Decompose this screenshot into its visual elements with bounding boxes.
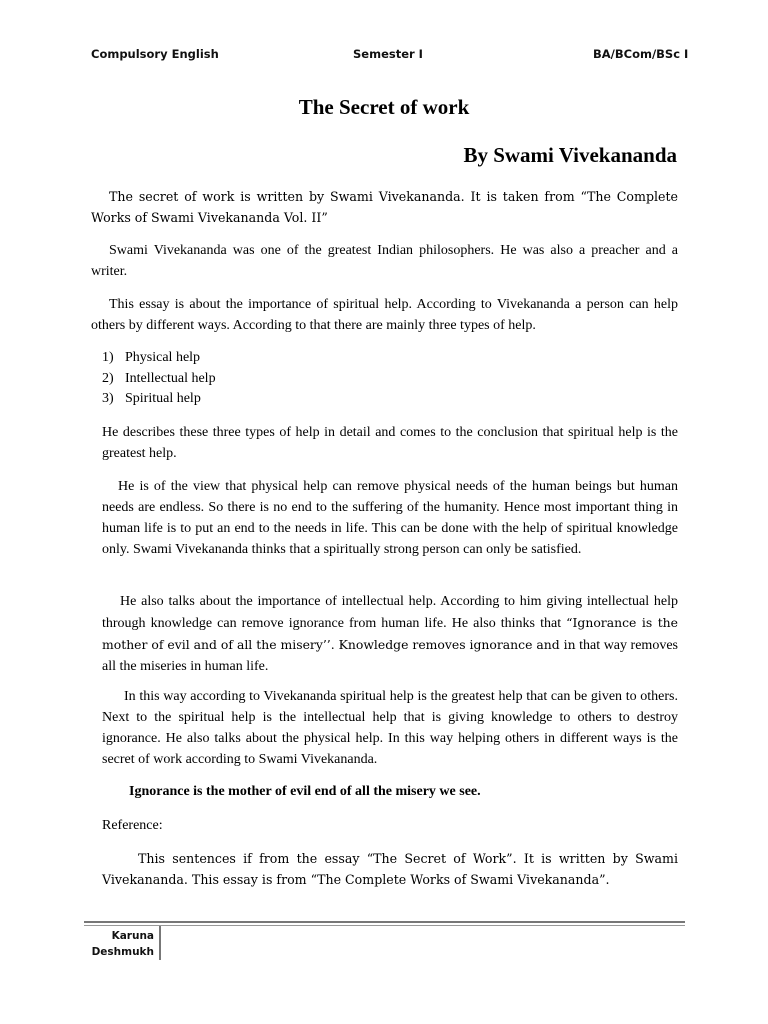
list-label: Physical help bbox=[125, 350, 201, 365]
paragraph-conclusion: He describes these three types of help in detail and comes to the conclusion that spiritual help is the greatest help. bbox=[102, 425, 678, 461]
list-number: 1) bbox=[102, 350, 114, 365]
header-course: Compulsory English bbox=[91, 47, 219, 61]
paragraph-intro: The secret of work is written by Swami Vivekananda. It is taken from “The Complete Works of Swami Vivekananda Vol. II” bbox=[91, 189, 678, 225]
footer-divider-thin bbox=[84, 925, 685, 926]
footer-name-first: Karuna bbox=[111, 930, 154, 942]
reference-heading: Reference: bbox=[102, 818, 163, 833]
page-title: The Secret of work bbox=[298, 95, 470, 119]
list-item bbox=[102, 389, 216, 410]
paragraph-about-author: Swami Vivekananda was one of the greatest Indian philosophers. He was also a preacher and a writer. bbox=[91, 243, 678, 279]
list-item bbox=[102, 369, 216, 390]
footer-name-last: Deshmukh bbox=[91, 946, 154, 958]
header-degree: BA/BCom/BSc I bbox=[593, 47, 689, 61]
list-item bbox=[102, 348, 216, 369]
author-line: By Swami Vivekananda bbox=[463, 143, 677, 167]
paragraph-text: He also talks about the importance of intellectual help. According to him giving intellectual help through knowledge can remove ignorance from human life. He also thinks that bbox=[102, 594, 678, 631]
paragraph-text: that way removes all the miseries in human life. bbox=[102, 638, 678, 674]
header-semester: Semester I bbox=[353, 47, 423, 61]
footer-divider bbox=[84, 921, 685, 923]
footer-author bbox=[84, 928, 154, 960]
paragraph-summary: In this way according to Vivekananda spiritual help is the greatest help that can be given to others. Next to the spiritual help is the intellectual help that is giving knowledge to others to destroy ignorance. He also talks about the physical help. In this way helping others in different ways is the secret of work according to Swami Vivekananda. bbox=[102, 689, 678, 767]
help-types-list bbox=[102, 348, 216, 410]
paragraph-intellectual-help bbox=[102, 591, 678, 677]
reference-text: This sentences if from the essay “The Secret of Work”. It is written by Swami Vivekananda. This essay is from “The Complete Works of Swami Vivekananda”. bbox=[102, 851, 678, 887]
list-label: Intellectual help bbox=[125, 370, 216, 386]
footer-vertical-rule bbox=[159, 926, 161, 960]
list-number: 3) bbox=[102, 391, 114, 406]
list-label: Spiritual help bbox=[125, 391, 201, 406]
paragraph-physical-help: He is of the view that physical help can remove physical needs of the human beings but human needs are endless. So there is no end to the suffering of the humanity. Hence most important thing in human life is to put an end to the needs in life. This can be done with the help of spiritual knowledge only. Swami Vivekananda thinks that a spiritually strong person can only be satisfied. bbox=[102, 479, 678, 557]
key-quote: Ignorance is the mother of evil end of all the misery we see. bbox=[129, 784, 481, 799]
inline-quote: “Ignorance is the mother of evil and of all the misery’’. Knowledge removes ignorance and in bbox=[102, 615, 678, 652]
paragraph-essay-topic: This essay is about the importance of spiritual help. According to Vivekananda a person can help others by different ways. According to that there are mainly three types of help. bbox=[91, 297, 678, 333]
list-number: 2) bbox=[102, 370, 114, 386]
